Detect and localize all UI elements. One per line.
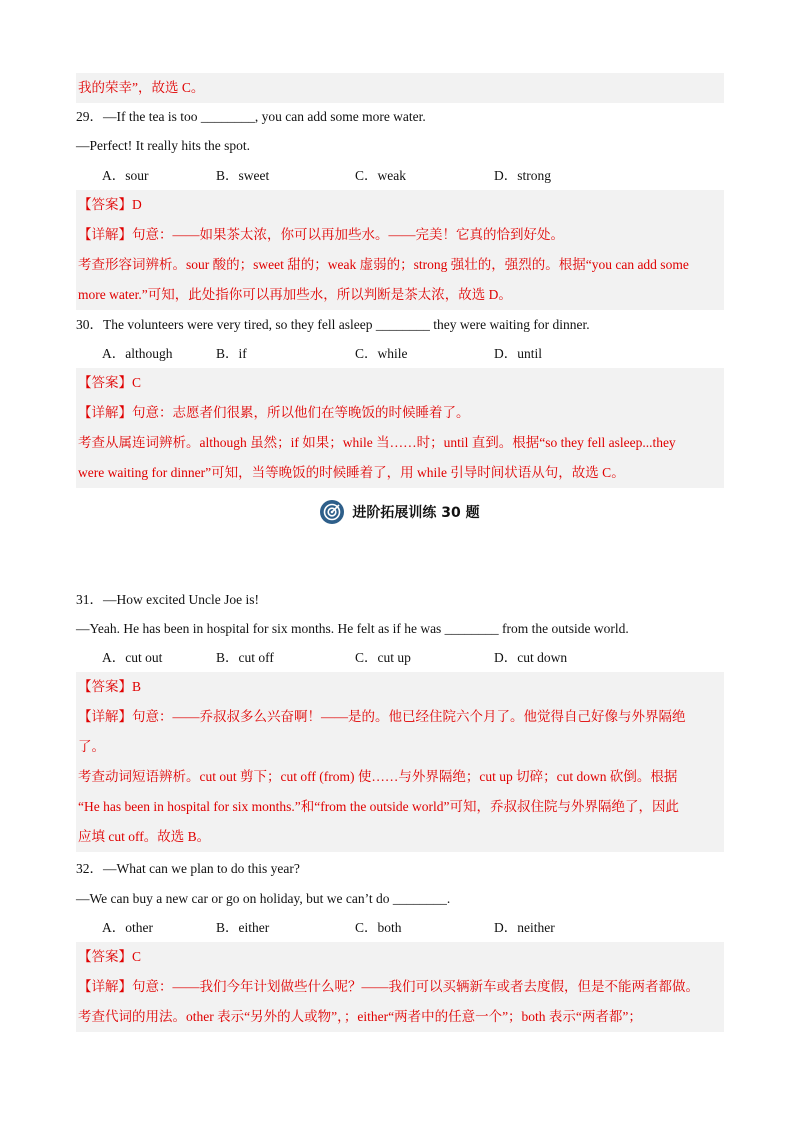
answer-detail-line: 我的荣幸”，故选 C。 (78, 80, 205, 95)
option-c: C．while (355, 346, 408, 361)
option-d: D．until (494, 346, 543, 361)
answer-box-31 (76, 672, 724, 852)
option-c: C．cut up (355, 650, 411, 665)
option-b: B．cut off (216, 650, 274, 665)
question-29-reply: —Perfect! It really hits the spot. (76, 138, 250, 153)
question-31-options (76, 643, 724, 673)
section-heading (0, 496, 800, 528)
answer-label: 【答案】C (78, 949, 142, 964)
answer-detail-line: “He has been in hospital for six months.”和“from the outside world”可知，乔叔叔住院与外界隔绝了，因此 (78, 799, 680, 814)
option-d: D．strong (494, 168, 551, 183)
question-32-options (76, 913, 724, 943)
answer-detail-line: 考查从属连词辨析。although 虽然；if 如果；while 当……时；until 直到。根据“so they fell asleep...they (78, 435, 676, 450)
question-29-options (76, 161, 724, 191)
option-d: D．cut down (494, 650, 568, 665)
question-31-reply: —Yeah. He has been in hospital for six months. He felt as if he was ________ from the outside world. (76, 621, 629, 636)
answer-detail-line: 考查形容词辨析。sour 酸的；sweet 甜的；weak 虚弱的；strong 强壮的，强烈的。根据“you can add some (78, 257, 689, 272)
answer-detail-line: 【详解】句意：——乔叔叔多么兴奋啊！——是的。他已经住院六个月了。他觉得自己好像与外界隔绝 (78, 709, 686, 724)
question-32-stem: 32．—What can we plan to do this year? (76, 861, 300, 876)
question-31-stem: 31．—How excited Uncle Joe is! (76, 592, 259, 607)
option-b: B．if (216, 346, 247, 361)
answer-label: 【答案】D (78, 197, 142, 212)
answer-label: 【答案】C (78, 375, 142, 390)
answer-detail-line: more water.”可知，此处指你可以再加些水，所以判断是茶太浓，故选 D。 (78, 287, 512, 302)
question-32-reply: —We can buy a new car or go on holiday, but we can’t do ________. (76, 891, 451, 906)
answer-detail-line: 了。 (78, 739, 105, 754)
answer-box-29 (76, 190, 724, 310)
answer-detail-line: were waiting for dinner”可知，当等晚饭的时候睡着了，用 while 引导时间状语从句，故选 C。 (78, 465, 625, 480)
option-a: A．other (102, 920, 153, 935)
question-30-options (76, 339, 724, 369)
answer-detail-line: 【详解】句意：志愿者们很累，所以他们在等晚饭的时候睡着了。 (78, 405, 470, 420)
option-b: B．sweet (216, 168, 270, 183)
answer-box-30 (76, 368, 724, 488)
option-a: A．cut out (102, 650, 163, 665)
option-b: B．either (216, 920, 270, 935)
option-a: A．although (102, 346, 173, 361)
answer-detail-line: 考查动词短语辨析。cut out 剪下；cut off (from) 使……与外界隔绝；cut up 切碎；cut down 砍倒。根据 (78, 769, 678, 784)
answer-detail-line: 考查代词的用法。other 表示“另外的人或物”，；either“两者中的任意一个”；both 表示“两者都”； (78, 1009, 642, 1024)
option-a: A．sour (102, 168, 149, 183)
question-30-stem: 30．The volunteers were very tired, so they fell asleep ________ they were waiting for dinner. (76, 317, 590, 332)
target-icon (320, 500, 344, 524)
answer-box-32 (76, 942, 724, 1032)
answer-detail-line: 【详解】句意：——如果茶太浓，你可以再加些水。——完美！它真的恰到好处。 (78, 227, 564, 242)
answer-box-prev (76, 73, 724, 103)
answer-detail-line: 【详解】句意：——我们今年计划做些什么呢？——我们可以买辆新车或者去度假，但是不能两者都做。 (78, 979, 699, 994)
question-29-stem: 29．—If the tea is too ________, you can add some more water. (76, 109, 426, 124)
option-d: D．neither (494, 920, 555, 935)
option-c: C．both (355, 920, 402, 935)
option-c: C．weak (355, 168, 406, 183)
answer-label: 【答案】B (78, 679, 142, 694)
section-title: 进阶拓展训练 30 题 (352, 505, 480, 521)
answer-detail-line: 应填 cut off。故选 B。 (78, 829, 211, 844)
